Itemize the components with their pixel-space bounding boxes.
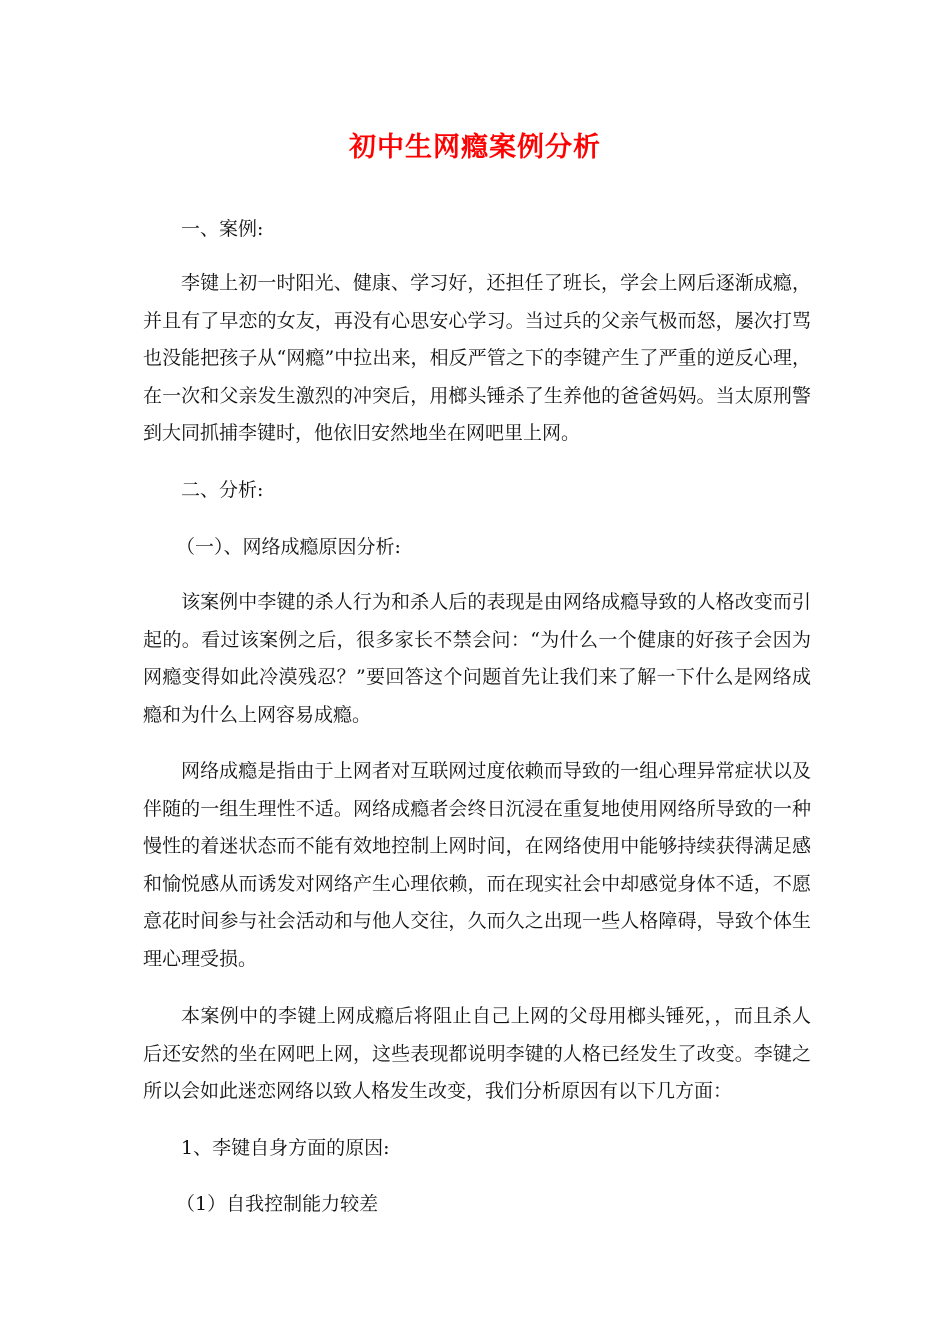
document-title: 初中生网瘾案例分析 bbox=[349, 132, 601, 163]
point-subheading-self-control: （1）自我控制能力较差 bbox=[176, 1193, 379, 1215]
point-heading-self: 1、李键自身方面的原因: bbox=[181, 1137, 390, 1159]
definition-paragraph: 网络成瘾是指由于上网者对互联网过度依赖而导致的一组心理异常症状以及伴随的一组生理性不适。网络成瘾者会终日沉浸在重复地使用网络所导致的一种慢性的着迷状态而不能有效地控制上网时间，在网络使用中能够持续获得满足感和愉悦感从而诱发对网络产生心理依赖，而在现实社会中却感觉身体不适，不愿意花时间参与社会活动和与他人交往，久而久之出现一些人格障碍，导致个体生理心理受损。 bbox=[143, 760, 811, 970]
subsection-heading-causes: （一）、网络成瘾原因分析: bbox=[176, 536, 401, 558]
section-heading-case: 一、案例: bbox=[181, 218, 264, 240]
case-link-paragraph: 本案例中的李键上网成瘾后将阻止自己上网的父母用榔头锤死，，而且杀人后还安然的坐在网吧上网，这些表现都说明李键的人格已经发生了改变。李键之所以会如此迷恋网络以致人格发生改变，我们分析原因有以下几方面： bbox=[143, 1005, 811, 1102]
section-heading-analysis: 二、分析: bbox=[181, 479, 264, 501]
analysis-paragraph: 该案例中李键的杀人行为和杀人后的表现是由网络成瘾导致的人格改变而引起的。看过该案例之后，很多家长不禁会问：“为什么一个健康的好孩子会因为网瘾变得如此冷漠残忍？”要回答这个问题首先让我们来了解一下什么是网络成瘾和为什么上网容易成瘾。 bbox=[143, 591, 811, 726]
case-paragraph: 李键上初一时阳光、健康、学习好，还担任了班长，学会上网后逐渐成瘾，并且有了早恋的女友，再没有心思安心学习。当过兵的父亲气极而怒，屡次打骂也没能把孩子从“网瘾”中拉出来，相反严管之下的李键产生了严重的逆反心理，在一次和父亲发生激烈的冲突后，用榔头锤杀了生养他的爸爸妈妈。当太原刑警到大同抓捕李键时，他依旧安然地坐在网吧里上网。 bbox=[143, 272, 811, 444]
